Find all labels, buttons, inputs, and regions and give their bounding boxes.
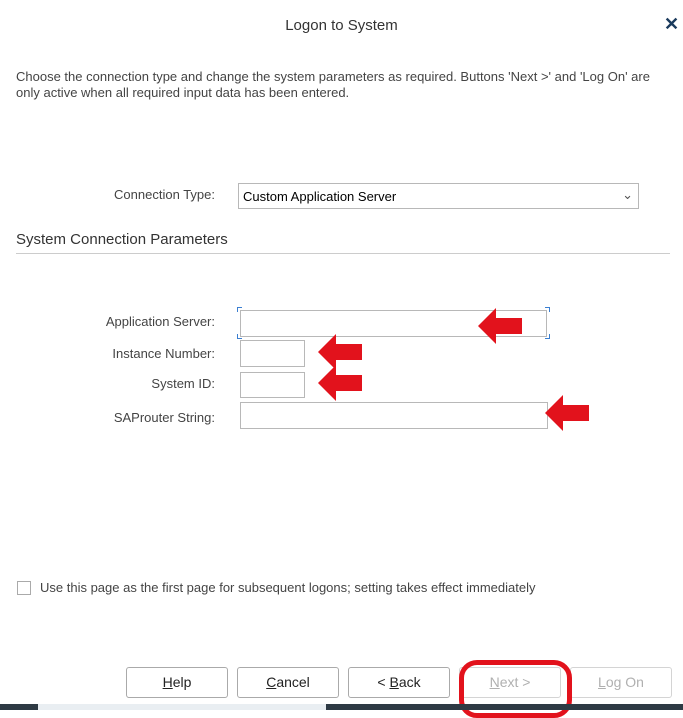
connection-type-label: Connection Type:	[114, 187, 215, 202]
focus-corner	[237, 307, 242, 312]
logon-label: og On	[605, 674, 644, 690]
window-title: Logon to System	[285, 17, 398, 34]
saprouter-string-label: SAProuter String:	[113, 410, 215, 425]
cancel-button[interactable]	[237, 667, 339, 698]
instance-number-label: Instance Number:	[112, 346, 215, 361]
next-label: ext >	[499, 674, 531, 690]
first-page-label: Use this page as the first page for subsequent logons; setting takes effect immediately	[40, 580, 536, 595]
logon-mnemonic: L	[598, 674, 606, 690]
help-mnemonic: H	[162, 674, 173, 690]
section-title: System Connection Parameters	[16, 231, 670, 254]
connection-type-value: Custom Application Server	[243, 189, 397, 204]
instance-number-input[interactable]	[240, 340, 305, 367]
red-arrow-icon	[545, 395, 590, 431]
logon-button[interactable]	[570, 667, 672, 698]
help-button[interactable]	[126, 667, 228, 698]
back-mnemonic: B	[389, 674, 399, 690]
intro-text: Choose the connection type and change the system parameters as required. Buttons 'Next >' and 'Log On' are only active when all required input data has been entered.	[16, 69, 650, 100]
first-page-checkbox[interactable]	[17, 581, 31, 595]
help-label: elp	[172, 674, 192, 690]
application-server-label: Application Server:	[105, 314, 215, 329]
back-button[interactable]	[348, 667, 450, 698]
back-prefix: <	[377, 674, 390, 690]
focus-corner	[545, 334, 550, 339]
back-label: ack	[398, 674, 421, 690]
saprouter-string-input[interactable]	[240, 402, 548, 429]
cancel-label: ancel	[276, 674, 310, 690]
connection-type-select[interactable]	[238, 183, 639, 209]
focus-corner	[545, 307, 550, 312]
red-arrow-icon	[478, 308, 523, 344]
chevron-down-icon: ⌄	[622, 187, 633, 202]
system-id-input[interactable]	[240, 372, 305, 398]
red-arrow-icon	[318, 365, 363, 401]
close-icon[interactable]: ✕	[664, 14, 680, 34]
system-id-label: System ID:	[151, 376, 215, 391]
focus-corner	[237, 334, 242, 339]
next-mnemonic: N	[489, 674, 500, 690]
cancel-mnemonic: C	[266, 674, 277, 690]
taskbar-strip-light	[38, 704, 326, 710]
